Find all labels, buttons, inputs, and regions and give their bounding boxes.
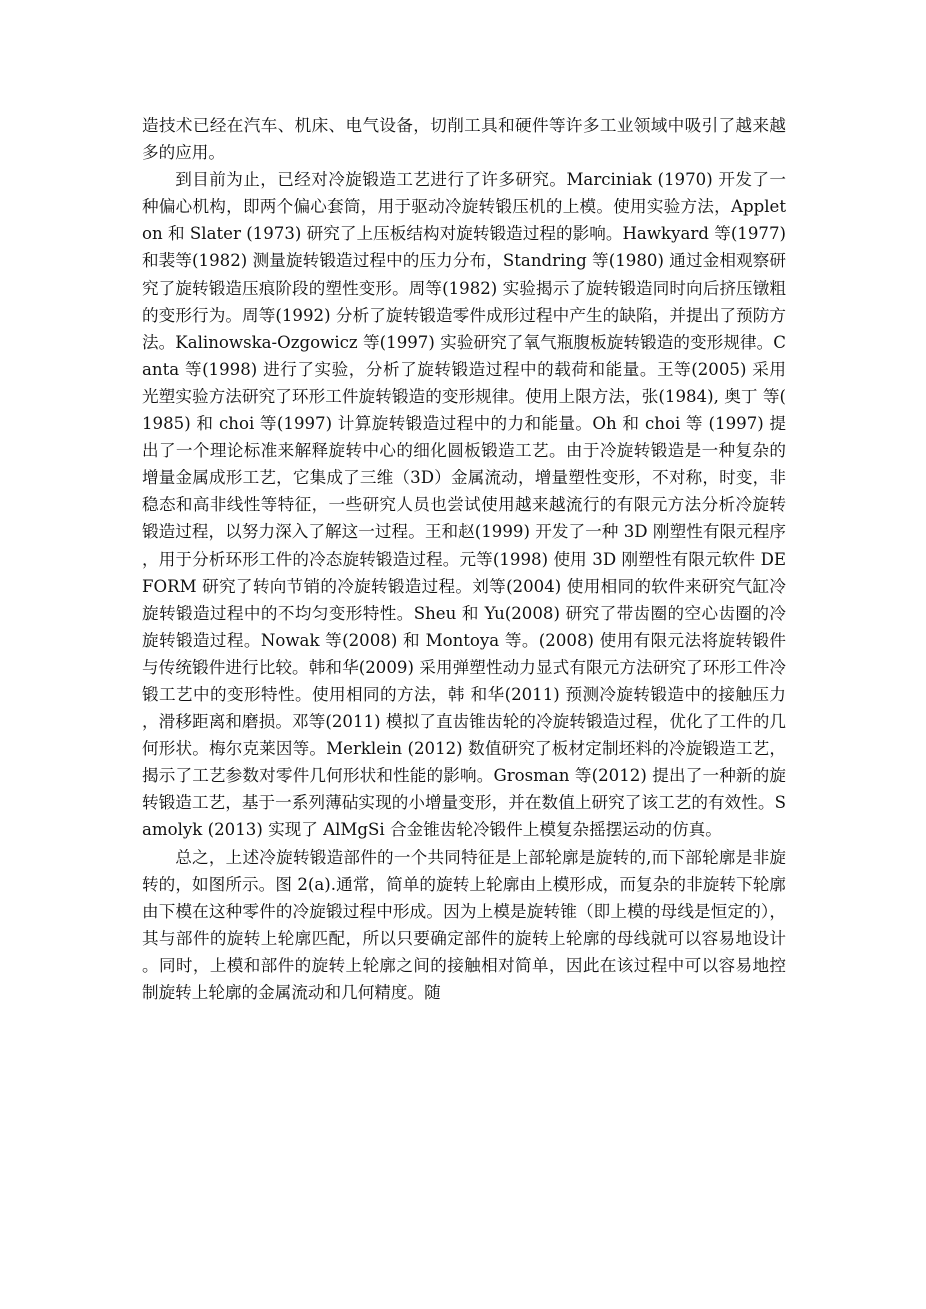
paragraph-summary: 总之，上述冷旋转锻造部件的一个共同特征是上部轮廓是旋转的,而下部轮廓是非旋转的，如图所示。图 2(a).通常，简单的旋转上轮廓由上模形成，而复杂的非旋转下轮廓由下模在这种零件的冷旋锻过程中形成。因为上模是旋转锥（即上模的母线是恒定的），其与部件的旋转上轮廓匹配，所以只要确定部件的旋转上轮廓的母线就可以容易地设计。同时，上模和部件的旋转上轮廓之间的接触相对简单，因此在该过程中可以容易地控制旋转上轮廓的金属流动和几何精度。随 xyxy=(142,847,786,1002)
paragraph-literature-review: 到目前为止，已经对冷旋锻造工艺进行了许多研究。Marciniak (1970) 开发了一种偏心机构，即两个偏心套筒，用于驱动冷旋转锻压机的上模。使用实验方法，Appleton 和 Slater (1973) 研究了上压板结构对旋转锻造过程的影响。Hawkyard 等(1977) 和裴等(1982) 测量旋转锻造过程中的压力分布，Standring 等(1980) 通过金相观察研究了旋转锻造压痕阶段的塑性变形。周等(1982) 实验揭示了旋转锻造同时向后挤压镦粗的变形行为。周等(1992) 分析了旋转锻造零件成形过程中产生的缺陷，并提出了预防方法。Kalinowska-Ozgowicz 等(1997) 实验研究了氧气瓶腹板旋转锻造的变形规律。Canta 等(1998) 进行了实验，分析了旋转锻造过程中的载荷和能量。王等(2005) 采用光塑实验方法研究了环形工件旋转锻造的变形规律。使用上限方法，张(1984), 奥丁 等(1985) 和 choi 等(1997) 计算旋转锻造过程中的力和能量。Oh 和 choi 等 (1997) 提出了一个理论标准来解释旋转中心的细化圆板锻造工艺。由于冷旋转锻造是一种复杂的增量金属成形工艺，它集成了三维（3D）金属流动，增量塑性变形，不对称，时变，非稳态和高非线性等特征，一些研究人员也尝试使用越来越流行的有限元方法分析冷旋转锻造过程，以努力深入了解这一过程。王和赵(1999) 开发了一种 3D 刚塑性有限元程序，用于分析环形工件的冷态旋转锻造过程。元等(1998) 使用 3D 刚塑性有限元软件 DEFORM 研究了转向节销的冷旋转锻造过程。刘等(2004) 使用相同的软件来研究气缸冷旋转锻造过程中的不均匀变形特性。Sheu 和 Yu(2008) 研究了带齿圈的空心齿圈的冷旋转锻造过程。Nowak 等(2008) 和 Montoya 等。(2008) 使用有限元法将旋转锻件与传统锻件进行比较。韩和华(2009) 采用弹塑性动力显式有限元方法研究了环形工件冷锻工艺中的变形特性。使用相同的方法，韩 和华(2011) 预测冷旋转锻造中的接触压力，滑移距离和磨损。邓等(2011) 模拟了直齿锥齿轮的冷旋转锻造过程，优化了工件的几何形状。梅尔克莱因等。Merklein (2012) 数值研究了板材定制坯料的冷旋锻造工艺，揭示了工艺参数对零件几何形状和性能的影响。Grosman 等(2012) 提出了一种新的旋转锻造工艺，基于一系列薄砧实现的小增量变形，并在数值上研究了该工艺的有效性。Samolyk (2013) 实现了 AlMgSi 合金锥齿轮冷锻件上模复杂摇摆运动的仿真。 xyxy=(142,170,786,840)
paragraph-continuation: 造技术已经在汽车、机床、电气设备，切削工具和硬件等许多工业领域中吸引了越来越多的应用。 xyxy=(142,116,786,163)
document-page xyxy=(142,112,786,1006)
